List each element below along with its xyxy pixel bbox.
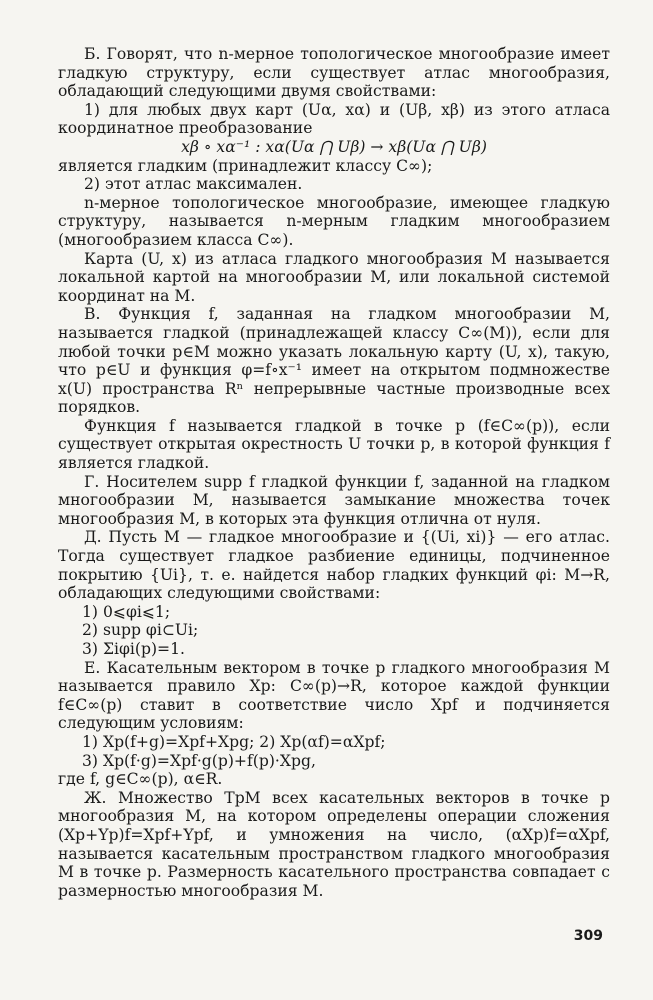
page-body (58, 45, 610, 900)
condition-1: 1) для любых двух карт (Uα, xα) и (Uβ, xβ) из этого атласа координатное преобразование (58, 100, 610, 138)
condition-2: 2) этот атлас максимален. (84, 175, 303, 194)
paragraph-e: Е. Касательным вектором в точке p гладкого многообразия M называется правило Xp: C∞(p)→R, которое каждой функции f∈C∞(p) ставит в соответствие число Xpf и подчиняется следующим условиям: (58, 658, 610, 733)
smooth-manifold-definition: n-мерное топологическое многообразие, имеющее гладкую структуру, называется n-мерным гладким многообразием (многообразием класса C∞). (58, 193, 610, 249)
partition-property-3: 3) Σiφi(p)=1. (82, 640, 185, 658)
partition-property-1: 1) 0⩽φi⩽1; (82, 602, 171, 621)
local-chart-definition: Карта (U, x) из атласа гладкого многообразия M называется локальной картой на многообразии M, или локальной системой координат на M. (58, 249, 610, 305)
coordinate-transform-formula: xβ ∘ xα⁻¹ : xα(Uα ⋂ Uβ) → xβ(Uα ⋂ Uβ) (181, 137, 487, 156)
page-number: 309 (573, 928, 603, 944)
paragraph-zh: Ж. Множество TpM всех касательных векторов в точке p многообразия M, на котором определены операции сложения (Xp+Yp)f=Xpf+Ypf, и умножения на число, (αXp)f=αXpf, называется касательным пространством гладкого многообразия M в точке p. Размерность касательного пространства совпадает с размерностью многообразия M. (58, 788, 610, 900)
partition-property-2: 2) supp φi⊂Ui; (82, 621, 199, 640)
condition-where: где f, g∈C∞(p), α∈R. (58, 770, 223, 789)
tangent-condition-1-2: 1) Xp(f+g)=Xpf+Xpg; 2) Xp(αf)=αXpf; (82, 732, 386, 751)
smooth-at-point-definition: Функция f называется гладкой в точке p (f∈C∞(p)), если существует открытая окрестность U точки p, в которой функция f является гладкой. (58, 416, 610, 473)
paragraph-d: Д. Пусть M — гладкое многообразие и {(Ui, xi)} — его атлас. Тогда существует гладкое разбиение единицы, подчиненное покрытию {Ui}, т. е. найдется набор гладких функций φi: M→R, обладающих следующими свойствами: (58, 528, 610, 603)
paragraph-b: Б. Говорят, что n-мерное топологическое многообразие имеет гладкую структуру, если существует атлас многообразия, обладающий следующими двумя свойствами: (58, 45, 610, 101)
smoothness-statement: является гладким (принадлежит классу C∞); (58, 156, 433, 175)
paragraph-g: Г. Носителем supp f гладкой функции f, заданной на гладком многообразии M, называется замыкание множества точек многообразия M, в которых эта функция отлична от нуля. (58, 472, 610, 528)
tangent-condition-3: 3) Xp(f·g)=Xpf·g(p)+f(p)·Xpg, (82, 751, 316, 770)
paragraph-v: В. Функция f, заданная на гладком многообразии M, называется гладкой (принадлежащей классу C∞(M)), если для любой точки p∈M можно указать локальную карту (U, x), такую, что p∈U и функция φ=f∘x⁻¹ имеет на открытом подмножестве x(U) пространства Rⁿ непрерывные частные производные всех порядков. (58, 305, 610, 417)
